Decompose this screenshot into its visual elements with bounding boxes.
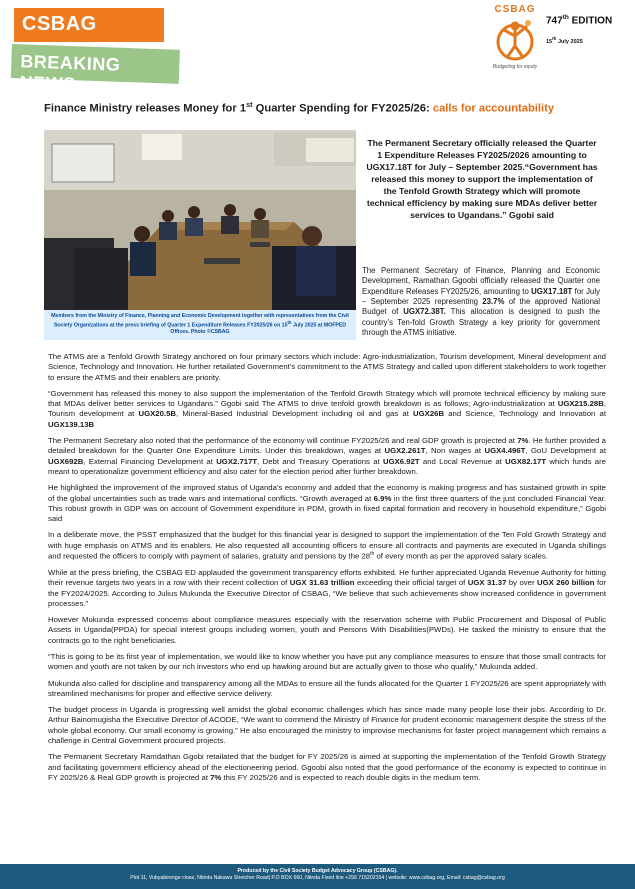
paragraph-expenditure-limits: The Permanent Secretary also noted that the performance of the economy will continue FY2025/26 and real GDP growth is projected at 7%. He further provided a detailed breakdown for the Quarter One Expenditure Limits. Under this breakdown, wages at UGX2.261T, Non wages at UGX4.496T, GoU Development at UGX692B, External Financing Development at UGX2.717T, Debt and Treasury Operations at UGX6.92T and Local Revenue at UGX82.17T which funds are meant to operationalize government efficiency and also cater for the election period after further breakdown. xyxy=(48,436,606,476)
footer xyxy=(0,864,635,889)
paragraph-atms: The ATMS are a Tenfold Growth Strategy anchored on four primary sectors which include: Agro-industrialization, Tourism development, Mineral development and Science, Technology and Innovation. He further retailated Government’s commitment to the ATMS Strategy and called upon different stakeholders to work together to ensure the ATMS and their enablers are priority. xyxy=(48,352,606,382)
article-body xyxy=(48,352,606,789)
brand-banner xyxy=(14,8,164,42)
paragraph-discipline: Mukunda also called for discipline and transparency among all the MDAs to ensure all the funds allocated for the Quarter 1 FY2025/26 are spent appropriately with streamlined mechanisms for proper and effective service delivery. xyxy=(48,678,606,698)
brand-text: CSBAG xyxy=(22,13,97,35)
logo-figure-icon xyxy=(492,14,538,64)
logo-tagline: Budgeting for equity xyxy=(492,64,538,70)
footer-producer: Produced by the Civil Society Budget Advocacy Group (CSBAG). xyxy=(237,868,398,874)
csbag-logo xyxy=(484,4,546,76)
paragraph-economy-growth: He highlighted the improvement of the improved status of Uganda’s economy and added that the economy is making progress and has sustained growth in spite of the global uncertainties such as trade wars and international conflicts. “Growth averaged at 6.9% in the first three quarters of the just concluded Financial Year. This robust growth in GDP was on account of Government expenditure in PDM, growth in fixed capital formation and recovery in household expenditure,” Ggobi said xyxy=(48,483,606,524)
logo-wordmark: CSBAG xyxy=(494,4,536,15)
edition-label: 747th EDITION xyxy=(546,14,613,27)
pull-quote: The Permanent Secretary officially released the Quarter 1 Expenditure Releases FY2025/2026 amounting to UGX17.18T for July – September 2025.“Government has released this money to support the implementation of the Tenfold Growth Strategy which will promote technical efficiency by making sure MDAs deliver better services to Ugandans.” Ggobi said xyxy=(366,138,598,220)
paragraph-closing: The Permanent Secretary Ramdathan Ggobi retailated that the budget for FY 2025/26 is aimed at supporting the implementation of the Tenfold Growth Strategy and facilitating government efficiency ahead of the electioneering period. Ggoobi also noted that the good performance of the economy is expected to continue in FY 2025/26 & Real GDP growth is projected at 7% this FY 2025/26 and is expected to reach double digits in the medium term. xyxy=(48,752,606,782)
paragraph-mukunda-quote: “This is going to be its first year of implementation, we would like to know whether you have put any compliance measures to ensure that those small contracts for women and youth are not taken by our rich investors who end up hawking around but are actually given to those who qualify,” Mukunda added. xyxy=(48,652,606,672)
paragraph-budget-design: In a deliberate move, the PSST emphasized that the budget for this financial year is designed to support the implementation of the Ten Fold Growth Strategy and with huge emphasis on ATMS and its enablers. He also requested all accounting officers to ensure all contracts and payments are executed in Uganda shillings and requested the officers to comply with payment of salaries, gratuity and pensions by the 28th of every month as per the approved salary scales. xyxy=(48,530,606,561)
issue-date: 15th July 2025 xyxy=(546,36,583,45)
headline: Finance Ministry releases Money for 1st Quarter Spending for FY2025/26: calls for accountability xyxy=(44,100,555,115)
paragraph-acode: The budget process in Uganda is progressing well amidst the global economic challenges which has since made many people lose their jobs. According to Dr. Arthur Bainomugisha the Executive Director of ACODE, “We want to commend the Ministry of Finance for prudent economic management despite the stress of the whole global economy. Our small economy is growing.” He also encouraged the ministry to improvise mechanisms for faster project management which remains a challenge in Central Government procured projects. xyxy=(48,705,606,746)
press-briefing-photo xyxy=(44,130,356,310)
photo-caption: Members from the Ministry of Finance, Planning and Economic Development together with representatives from the Civil Society Organizations at the press briefing of Quarter 1 Expenditure Releases FY2025/26 on 15th July 2025 at MOFPED Offices. Photo ©CSBAG xyxy=(44,310,356,340)
section-banner xyxy=(11,44,180,95)
intro-paragraph: The Permanent Secretary of Finance, Planning and Economic Development, Ramathan Ggoobi officially released the Quarter one Expenditure Releases FY2025/26, amounting to UGX17.18T for July – September 2025 representing 23.7% of the approved National Budget of UGX72.38T. This allocation is designed to push the country’s Ten-fold Growth Strategy a key priority for government through the ATMS initiative. xyxy=(362,266,600,338)
paragraph-compliance: However Mukunda expressed concerns about compliance measures especially with the reservation scheme with Public Procurement and Disposal of Public Assets in Uganda(PPDA) for special interest groups including women, youth and Persons With Disabilities(PWDs). He tasked the ministry to ensure that the contracts go to the right beneficiaries. xyxy=(48,615,606,645)
footer-contact: Plot 11, Vubyabirenge close, Ntinda Nakawa Stretcher Road| P.O BOX 660, Ntinda Fixed line +256 715202154 | website: www.csbag.org, Email: csbag@csbag.org xyxy=(130,875,505,882)
section-text: BREAKING NEWS xyxy=(19,51,121,95)
headline-accent: calls for accountability xyxy=(432,102,555,115)
paragraph-revenue: While at the press briefing, the CSBAG ED applauded the government transparency efforts exhibited. He further appreciated Uganda Revenue Authority for hitting their revenue targets two years in a row with their recent collection of UGX 31.63 trillion exceeding their official target of UGX 31.37 by over UGX 260 billion for the FY2024/2025. According to Julius Mukunda the Executive Director of CSBAG, “We believe that such achievements show increased confidence in government processes.” xyxy=(48,567,606,608)
paragraph-atms-breakdown: “Government has released this money to also support the implementation of the Tenfold Growth Strategy which will promote technical efficiency by making sure that MDAs deliver better services to Ugandans.” Ggobi said The ATMS to drive tenfold growth breakdown is as follows; Agro-industrialization at UGX215.28B, Tourism development at UGX20.5B, Mineral-Based Industrial Development including oil and gas at UGX26B and Science, Technology and Innovation at UGX139.13B xyxy=(48,388,606,429)
